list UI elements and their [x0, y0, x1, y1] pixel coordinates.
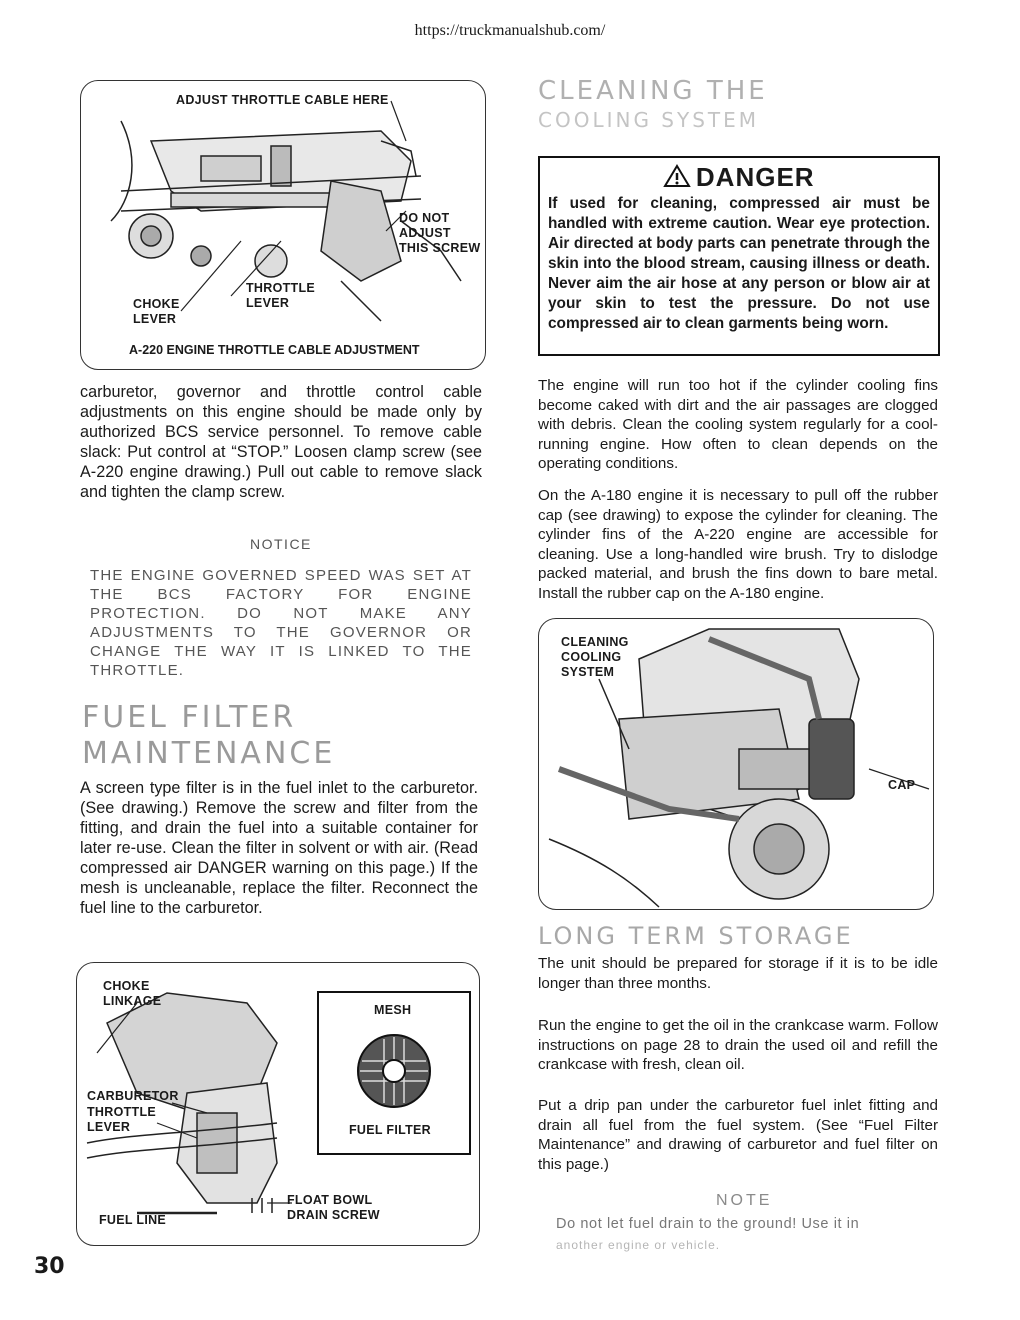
label-choke-linkage: CHOKE LINKAGE: [103, 979, 162, 1008]
cleaning-heading-line1: CLEANING THE: [538, 76, 768, 106]
label-cap: CAP: [888, 778, 916, 792]
storage-paragraph-3: Put a drip pan under the carburetor fuel inlet fitting and drain all fuel from the fuel system. (See “Fuel Filter Maintenance” and drawing of carburetor and fuel filter on this page.): [538, 1097, 938, 1173]
danger-title-row: [540, 162, 938, 193]
cooling-paragraph-2: On the A-180 engine it is necessary to pull off the rubber cap (see drawing) to expose the cylinder for cleaning. The cylinder fins of the A-220 engine are accessible for cleaning. Use a long-handled wire brush. Try to dislodge packed material, and brush the fins down to bare metal. Install the rubber cap on the A-180 engine.: [538, 487, 938, 602]
note-line-2: another engine or vehicle.: [556, 1238, 721, 1252]
danger-text: If used for cleaning, compressed air must be handled with extreme caution. Wear eye protection. Air directed at body parts can penetrate through the skin into the blood stream, causing illness or death. Never aim the air hose at any person or blow air at your skin to test the pressure. Do not use compressed air to clean garments being worn.: [548, 195, 930, 332]
note-heading: NOTE: [716, 1192, 773, 1209]
label-mesh: MESH: [374, 1003, 412, 1017]
filter-mesh-icon: [354, 1031, 434, 1111]
fuel-filter-heading-line2: MAINTENANCE: [82, 736, 336, 771]
cooling-system-figure: [538, 618, 934, 910]
throttle-adjustment-figure: [80, 80, 486, 370]
cleaning-heading-line2: COOLING SYSTEM: [538, 108, 760, 132]
label-float-bowl-drain-screw: FLOAT BOWL DRAIN SCREW: [287, 1193, 380, 1222]
fuel-filter-figure: [76, 962, 480, 1246]
long-term-storage-heading: LONG TERM STORAGE: [538, 922, 854, 950]
storage-paragraph-1: The unit should be prepared for storage if it is to be idle longer than three months.: [538, 955, 938, 992]
fuel-filter-paragraph: A screen type filter is in the fuel inlet to the carburetor. (See drawing.) Remove the screw and filter from the fitting, and drain the fuel into a suitable container for later re-use. Clean the filter in solvent or with air. (Read compressed air DANGER warning on this page.) If the mesh is uncleanable, replace the filter. Reconnect the fuel line to the carburetor.: [80, 779, 478, 917]
page-number: 30: [34, 1254, 65, 1279]
label-fuel-filter: FUEL FILTER: [349, 1123, 431, 1137]
label-fuel-line: FUEL LINE: [99, 1213, 167, 1227]
label-cleaning-cooling-system: CLEANING COOLING SYSTEM: [561, 635, 629, 679]
notice-heading: NOTICE: [250, 536, 312, 552]
mesh-inset-box: [317, 991, 471, 1155]
label-carburetor: CARBURETOR: [87, 1089, 179, 1103]
danger-warning-box: [538, 156, 940, 356]
label-do-not-adjust-screw: DO NOT ADJUST THIS SCREW: [399, 211, 481, 255]
label-throttle-lever: THROTTLE LEVER: [87, 1105, 157, 1134]
warning-triangle-icon: [663, 164, 691, 188]
fuel-filter-heading-line1: FUEL FILTER: [82, 700, 297, 735]
note-line-1: Do not let fuel drain to the ground! Use it in: [556, 1216, 860, 1232]
label-choke-lever: CHOKE LEVER: [133, 297, 180, 326]
source-url[interactable]: https://truckmanualshub.com/: [414, 22, 606, 39]
notice-body: THE ENGINE GOVERNED SPEED WAS SET AT THE BCS FACTORY FOR ENGINE PROTECTION. DO NOT MAKE ANY ADJUSTMENTS TO THE GOVERNOR OR CHANGE THE WAY IT IS LINKED TO THE THROTTLE.: [90, 567, 472, 679]
danger-title: DANGER: [695, 162, 815, 192]
label-adjust-throttle-cable: ADJUST THROTTLE CABLE HERE: [176, 93, 389, 107]
cooling-paragraph-1: The engine will run too hot if the cylinder cooling fins become caked with dirt and the air passages are clogged with debris. Clean the cooling system regularly for a cool-running engine. How often to clean depends on the operating conditions.: [538, 377, 938, 473]
label-throttle-lever: THROTTLE LEVER: [246, 281, 316, 310]
throttle-paragraph: carburetor, governor and throttle control cable adjustments on this engine should be made only by authorized BCS service personnel. To remove cable slack: Put control at “STOP.” Loosen clamp screw (see A-220 engine drawing.) Pull out cable to remove slack and tighten the clamp screw.: [80, 383, 482, 501]
storage-paragraph-2: Run the engine to get the oil in the crankcase warm. Follow instructions on page 28 to drain the used oil and refill the crankcase with fresh, clean oil.: [538, 1017, 938, 1074]
figure-caption: A-220 ENGINE THROTTLE CABLE ADJUSTMENT: [129, 343, 420, 357]
